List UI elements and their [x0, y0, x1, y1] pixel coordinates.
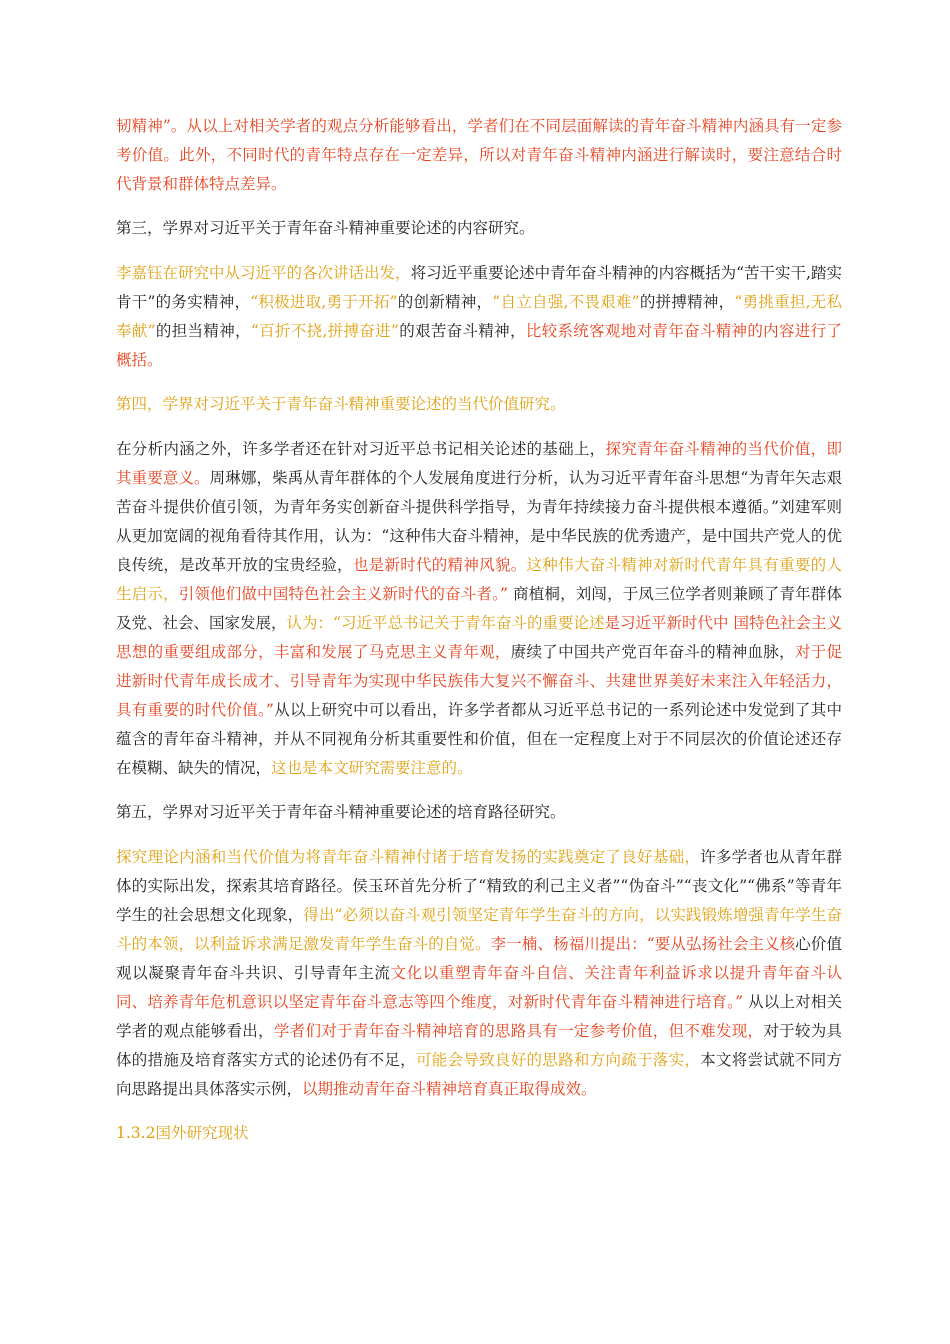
text-segment: “自立自强,不畏艰难”: [492, 293, 640, 311]
text-segment: 心价值观以凝聚青年奋斗共识、引导青年主流: [116, 935, 842, 982]
text-segment: 这种伟大奋斗精神对新时代青年具有重要的人生启示，: [116, 556, 842, 603]
text-segment: 以期推动青年奋斗精神培育真正取得成效。: [302, 1080, 597, 1098]
text-segment: 韧精神”。从以上对相关学者的观点分析能够看出，学者们在不同层面解读的青年奋斗精神内涵具有一定参考价值。此外，不同时代的青年特点存在一定差异，所以对青年奋斗精神内涵进行解读时，要注意结合时代背景和群体特点差异。: [116, 117, 842, 193]
text-segment: 许多学者也从青年群体的实际出发，探索其培育路径。侯玉环首先分析了“精致的利己主义者”“伪奋斗”“丧文化”“佛系”等青年学生的社会思想文化现象，: [116, 848, 842, 924]
text-segment: 1.3.2国外研究现状: [116, 1124, 249, 1142]
text-segment: 商植桐，刘闯，于凤三位学者则兼顾了青年群体及党、社会、国家发展，: [116, 585, 842, 632]
text-segment: 李嘉钰在研究中从习近平的各次讲话出发，: [116, 264, 411, 282]
text-segment: 对于较为具体的措施及培育落实方式的论述仍有不足，: [116, 1022, 842, 1069]
document-page: [116, 112, 842, 1164]
text-segment: 第三，学界对习近平关于青年奋斗精神重要论述的内容研究。: [116, 219, 535, 237]
text-segment: “勇挑重担,无私奉献”: [116, 293, 843, 340]
text-segment: 的创新精神，: [397, 293, 493, 311]
text-segment: 探究理论内涵和当代价值为将青年奋斗精神付诸于培育发扬的实践奠定了良好基础，: [116, 848, 701, 866]
text-segment: 比较系统客观地对青年奋斗精神的内容进行了概括。: [116, 322, 842, 369]
text-segment: 的拼搏精神，: [639, 293, 735, 311]
text-segment: 是习近平新时代中 国特色社会主义思想的重要组成部分，丰富和发展了马克思主义青年观，: [116, 614, 842, 661]
text-segment: 得出“必须以奋斗观引领坚定青年学生奋斗的方向，以实践锻炼增强青年学生奋斗的本领，以利益诉求满足激发青年学生奋斗的自觉。: [116, 906, 842, 953]
text-segment: 的担当精神，: [155, 322, 251, 340]
text-segment: 认为：“习近平总书记关于青年奋斗的重要论述: [286, 614, 605, 632]
text-segment: 从以上对相关学者的观点能够看出，: [116, 993, 842, 1040]
text-segment: 从以上研究中可以看出，许多学者都从习近平总书记的一系列论述中发觉到了其中蕴含的青年奋斗精神，并从不同视角分析其重要性和价值，但在一定程度上对于不同层次的价值论述还存在模糊、缺失的情况，: [116, 701, 842, 777]
text-segment: 周琳娜，柴禹从青年群体的个人发展角度进行分析，认为习近平青年奋斗思想“为青年矢志艰苦奋斗提供价值引领，为青年务实创新奋斗提供科学指导，为青年持续接力奋斗提供根本遵循。”刘建军则从更加宽阔的视角看待其作用，认为：“这种伟大奋斗精神，是中华民族的优秀遗产，是中国共产党人的优良传统，是改革开放的宝贵经验，: [116, 469, 842, 574]
text-segment: 在分析内涵之外，许多学者还在针对习近平总书记相关论述的基础上，: [116, 440, 606, 458]
text-segment: 这也是本文研究需要注意的。: [271, 759, 473, 777]
text-segment: 也是新时代的精神风貌。: [352, 556, 527, 574]
text-segment: 第五，学界对习近平关于青年奋斗精神重要论述的培育路径研究。: [116, 803, 566, 821]
text-segment: 对于促进新时代青年成长成才、引导青年为实现中华民族伟大复兴不懈奋斗、共建世界美好未来注入年轻活力，具有重要的时代价值。”: [116, 643, 842, 719]
section-heading: [116, 214, 842, 243]
text-segment: “百折不挠,拼搏奋进”: [250, 322, 399, 340]
section-heading: [116, 798, 842, 827]
text-segment: 第四，学界对习近平关于青年奋斗精神重要论述的当代价值研究。: [116, 395, 566, 413]
paragraph: [116, 435, 842, 783]
text-segment: 李一楠、杨福川提出：“要从弘扬社会主义核: [490, 935, 796, 953]
subsection-title: [116, 1119, 842, 1148]
text-segment: 赓续了中国共产党百年奋斗的精神血脉，: [510, 643, 795, 661]
text-segment: 学者们对于青年奋斗精神培育的思路具有一定参考价值，但不难发现，: [273, 1022, 764, 1040]
text-segment: 引领他们做中国特色社会主义新时代的奋斗者。”: [178, 585, 508, 603]
text-segment: 可能会导致良好的思路和方向疏于落实，: [415, 1051, 701, 1069]
text-segment: “积极进取,勇于开拓”: [250, 293, 398, 311]
text-segment: 文化以重塑青年奋斗自信、关注青年利益诉求以提升青年奋斗认同、培养青年危机意识以坚定青年奋斗意志等四个维度，对新时代青年奋斗精神进行培育。”: [116, 964, 842, 1011]
section-heading: [116, 390, 842, 419]
paragraph: [116, 259, 842, 375]
text-segment: 本文将尝试就不同方向思路提出具体落实示例，: [116, 1051, 842, 1098]
text-segment: 探究青年奋斗精神的当代价值，即其重要意义。: [116, 440, 842, 487]
paragraph: [116, 843, 842, 1104]
text-segment: 将习近平重要论述中青年奋斗精神的内容概括为“苦干实干,踏实肯干”的务实精神，: [116, 264, 842, 311]
paragraph: [116, 112, 842, 199]
text-segment: 的艰苦奋斗精神，: [398, 322, 526, 340]
